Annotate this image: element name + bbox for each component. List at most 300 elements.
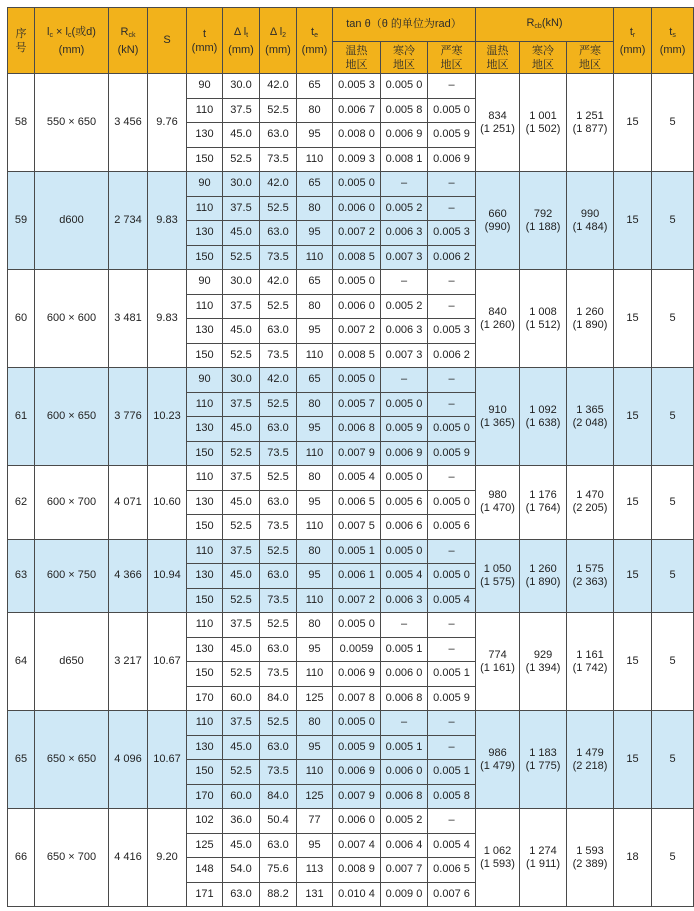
cell-ts: 5 — [652, 368, 694, 466]
cell-tan-warm: 0.005 0 — [333, 368, 381, 393]
cell-tan-cold: 0.005 9 — [381, 417, 428, 442]
cell-dl1: 30.0 — [223, 368, 260, 393]
cell-rcb-severe — [567, 809, 614, 907]
cell-tan-warm: 0.007 8 — [333, 686, 381, 711]
rcb-value-alt: (1 638) — [525, 416, 561, 429]
cell-dl2: 42.0 — [260, 172, 297, 197]
cell-t: 150 — [187, 441, 223, 466]
cell-t: 110 — [187, 392, 223, 417]
cell-t: 90 — [187, 270, 223, 295]
rcb-value-alt: (1 394) — [525, 661, 561, 674]
cell-dl2: 73.5 — [260, 515, 297, 540]
header-rck: $R_{ck}$ (kN) — [109, 8, 148, 74]
rcb-value: 1 479 — [576, 746, 604, 759]
cell-tan-cold: 0.006 6 — [381, 515, 428, 540]
cell-te: 77 — [297, 809, 333, 834]
cell-te: 80 — [297, 539, 333, 564]
cell-tan-severe: – — [428, 637, 476, 662]
bearing-spec-table — [7, 7, 694, 907]
cell-te: 80 — [297, 98, 333, 123]
cell-dl2: 63.0 — [260, 417, 297, 442]
cell-tan-warm: 0.008 5 — [333, 343, 381, 368]
cell-rcb-severe — [567, 74, 614, 172]
table-row — [8, 539, 694, 564]
cell-te: 65 — [297, 368, 333, 393]
cell-tan-warm: 0.005 1 — [333, 539, 381, 564]
rcb-value-alt: (990) — [484, 220, 511, 233]
cell-te: 95 — [297, 221, 333, 246]
rcb-value: 1 050 — [483, 562, 512, 575]
cell-t: 150 — [187, 662, 223, 687]
cell-tan-warm: 0.006 0 — [333, 809, 381, 834]
table-row — [8, 711, 694, 736]
rcb-value-alt: (1 575) — [480, 575, 515, 588]
rcb-value: 660 — [488, 207, 507, 220]
cell-no: 61 — [8, 368, 35, 466]
cell-tan-cold: 0.009 0 — [381, 882, 428, 907]
header-t: t (mm) — [187, 8, 223, 74]
cell-te: 65 — [297, 270, 333, 295]
cell-s: 10.23 — [148, 368, 187, 466]
cell-te: 65 — [297, 172, 333, 197]
cell-dl1: 37.5 — [223, 466, 260, 491]
cell-size: 600 × 700 — [35, 466, 109, 540]
cell-ts: 5 — [652, 172, 694, 270]
header-tan-cold: 寒冷 地区 — [381, 42, 428, 74]
cell-te: 95 — [297, 490, 333, 515]
cell-s: 10.67 — [148, 613, 187, 711]
cell-t: 90 — [187, 74, 223, 99]
cell-tr: 15 — [614, 466, 652, 540]
cell-dl1: 52.5 — [223, 147, 260, 172]
cell-rcb-severe — [567, 368, 614, 466]
rcb-value: 774 — [488, 648, 507, 661]
cell-dl2: 84.0 — [260, 784, 297, 809]
cell-dl1: 45.0 — [223, 735, 260, 760]
rcb-value-alt: (1 251) — [480, 122, 515, 135]
cell-ts: 5 — [652, 711, 694, 809]
cell-tan-warm: 0.007 2 — [333, 221, 381, 246]
cell-tan-cold: – — [381, 172, 428, 197]
cell-dl2: 84.0 — [260, 686, 297, 711]
table-row — [8, 809, 694, 834]
cell-te: 95 — [297, 123, 333, 148]
cell-tr: 15 — [614, 368, 652, 466]
cell-tan-cold: – — [381, 368, 428, 393]
table-row — [8, 270, 694, 295]
cell-rcb-cold — [520, 466, 567, 540]
cell-t: 130 — [187, 490, 223, 515]
cell-te: 110 — [297, 588, 333, 613]
cell-tan-severe: 0.005 1 — [428, 662, 476, 687]
cell-dl2: 73.5 — [260, 441, 297, 466]
cell-tan-warm: 0.007 2 — [333, 588, 381, 613]
cell-rcb-cold — [520, 539, 567, 613]
cell-rcb-cold — [520, 172, 567, 270]
cell-tan-warm: 0.007 4 — [333, 833, 381, 858]
cell-te: 95 — [297, 564, 333, 589]
rcb-value: 792 — [533, 207, 553, 220]
cell-rck: 4 366 — [109, 539, 148, 613]
header-rcb-severe: 严寒 地区 — [567, 42, 614, 74]
cell-tan-cold: 0.006 9 — [381, 441, 428, 466]
cell-dl2: 73.5 — [260, 147, 297, 172]
cell-tan-warm: 0.006 0 — [333, 294, 381, 319]
cell-dl2: 73.5 — [260, 245, 297, 270]
cell-tan-warm: 0.006 7 — [333, 98, 381, 123]
cell-dl2: 75.6 — [260, 858, 297, 883]
rcb-value-alt: (1 877) — [572, 122, 608, 135]
cell-no: 58 — [8, 74, 35, 172]
cell-t: 150 — [187, 760, 223, 785]
cell-tan-cold: 0.007 3 — [381, 343, 428, 368]
cell-t: 150 — [187, 515, 223, 540]
cell-t: 90 — [187, 368, 223, 393]
header-dl1: Δ $l_t$ (mm) — [223, 8, 260, 74]
cell-size: d650 — [35, 613, 109, 711]
cell-rcb-severe — [567, 613, 614, 711]
cell-no: 65 — [8, 711, 35, 809]
cell-rcb-warm — [476, 270, 520, 368]
cell-rcb-severe — [567, 270, 614, 368]
cell-tan-severe: 0.005 0 — [428, 417, 476, 442]
rcb-value: 1 008 — [529, 305, 557, 318]
cell-dl1: 60.0 — [223, 784, 260, 809]
cell-te: 80 — [297, 196, 333, 221]
cell-dl2: 73.5 — [260, 343, 297, 368]
rcb-value-alt: (1 470) — [480, 502, 515, 515]
rcb-value: 834 — [488, 109, 507, 122]
cell-te: 110 — [297, 245, 333, 270]
cell-tan-severe: – — [428, 809, 476, 834]
cell-te: 95 — [297, 417, 333, 442]
cell-tan-warm: 0.0059 — [333, 637, 381, 662]
cell-tan-cold: – — [381, 711, 428, 736]
cell-tan-cold: 0.008 1 — [381, 147, 428, 172]
header-tan-severe: 严寒 地区 — [428, 42, 476, 74]
cell-dl1: 52.5 — [223, 662, 260, 687]
rcb-value: 1 062 — [483, 844, 512, 857]
cell-tr: 15 — [614, 539, 652, 613]
cell-dl2: 52.5 — [260, 466, 297, 491]
table-row — [8, 172, 694, 197]
cell-s: 10.60 — [148, 466, 187, 540]
cell-dl1: 36.0 — [223, 809, 260, 834]
cell-tan-cold: 0.006 8 — [381, 784, 428, 809]
cell-no: 62 — [8, 466, 35, 540]
cell-te: 110 — [297, 441, 333, 466]
cell-dl2: 63.0 — [260, 833, 297, 858]
cell-dl1: 30.0 — [223, 270, 260, 295]
cell-dl1: 37.5 — [223, 539, 260, 564]
cell-tan-severe: 0.005 3 — [428, 319, 476, 344]
cell-tan-severe: 0.005 9 — [428, 441, 476, 466]
cell-no: 66 — [8, 809, 35, 907]
cell-tan-severe: 0.005 6 — [428, 515, 476, 540]
cell-tan-cold: 0.005 2 — [381, 196, 428, 221]
cell-te: 95 — [297, 735, 333, 760]
cell-te: 110 — [297, 515, 333, 540]
cell-te: 95 — [297, 319, 333, 344]
header-tan-theta: tan θ（θ 的单位为rad） — [333, 8, 476, 42]
cell-te: 65 — [297, 74, 333, 99]
rcb-value-alt: (2 363) — [572, 575, 608, 588]
cell-tan-cold: – — [381, 613, 428, 638]
cell-tan-cold: 0.006 3 — [381, 221, 428, 246]
cell-rcb-warm — [476, 539, 520, 613]
table-header — [8, 8, 694, 74]
cell-tan-severe: 0.005 0 — [428, 490, 476, 515]
cell-ts: 5 — [652, 809, 694, 907]
cell-t: 130 — [187, 417, 223, 442]
rcb-value: 1 161 — [576, 648, 604, 661]
rcb-value: 1 470 — [576, 489, 604, 502]
cell-t: 125 — [187, 833, 223, 858]
cell-tan-warm: 0.007 2 — [333, 319, 381, 344]
cell-dl2: 88.2 — [260, 882, 297, 907]
cell-tan-cold: 0.006 3 — [381, 319, 428, 344]
cell-tr: 15 — [614, 172, 652, 270]
cell-tan-severe: 0.006 9 — [428, 147, 476, 172]
cell-size: 600 × 650 — [35, 368, 109, 466]
cell-no: 64 — [8, 613, 35, 711]
header-rcb: $R_{cb}(kN)$ — [476, 8, 614, 42]
cell-s: 9.76 — [148, 74, 187, 172]
cell-t: 102 — [187, 809, 223, 834]
cell-tan-cold: 0.005 1 — [381, 637, 428, 662]
cell-tan-cold: 0.006 3 — [381, 588, 428, 613]
cell-tan-warm: 0.006 9 — [333, 760, 381, 785]
cell-te: 80 — [297, 711, 333, 736]
cell-tan-severe: – — [428, 392, 476, 417]
rcb-value: 980 — [488, 489, 507, 502]
cell-dl2: 73.5 — [260, 760, 297, 785]
cell-tan-severe: 0.007 6 — [428, 882, 476, 907]
cell-tan-severe: – — [428, 172, 476, 197]
cell-dl1: 30.0 — [223, 172, 260, 197]
cell-dl2: 63.0 — [260, 637, 297, 662]
cell-dl1: 52.5 — [223, 343, 260, 368]
cell-tan-warm: 0.005 3 — [333, 74, 381, 99]
cell-tan-cold: 0.006 8 — [381, 686, 428, 711]
cell-tan-severe: 0.005 0 — [428, 564, 476, 589]
cell-tan-warm: 0.006 8 — [333, 417, 381, 442]
cell-tan-cold: 0.005 4 — [381, 564, 428, 589]
table-row — [8, 466, 694, 491]
cell-dl2: 52.5 — [260, 392, 297, 417]
cell-rck: 4 416 — [109, 809, 148, 907]
rcb-value: 986 — [488, 746, 507, 759]
cell-tan-warm: 0.008 9 — [333, 858, 381, 883]
cell-dl1: 45.0 — [223, 417, 260, 442]
cell-tan-severe: 0.005 8 — [428, 784, 476, 809]
rcb-value-alt: (2 218) — [572, 759, 608, 772]
cell-dl1: 37.5 — [223, 613, 260, 638]
cell-size: 650 × 700 — [35, 809, 109, 907]
cell-tan-warm: 0.009 3 — [333, 147, 381, 172]
cell-dl1: 37.5 — [223, 196, 260, 221]
cell-tan-cold: 0.006 4 — [381, 833, 428, 858]
cell-size: 600 × 750 — [35, 539, 109, 613]
cell-dl1: 45.0 — [223, 833, 260, 858]
cell-dl2: 52.5 — [260, 98, 297, 123]
rcb-value-alt: (1 365) — [480, 416, 515, 429]
cell-dl1: 30.0 — [223, 74, 260, 99]
rcb-value-alt: (1 911) — [525, 857, 561, 870]
cell-tan-cold: 0.005 0 — [381, 74, 428, 99]
cell-t: 150 — [187, 343, 223, 368]
cell-ts: 5 — [652, 539, 694, 613]
cell-ts: 5 — [652, 613, 694, 711]
cell-tan-severe: 0.005 3 — [428, 221, 476, 246]
rcb-value: 1 176 — [529, 489, 557, 502]
cell-tan-cold: 0.005 6 — [381, 490, 428, 515]
cell-rck: 2 734 — [109, 172, 148, 270]
cell-s: 9.83 — [148, 172, 187, 270]
rcb-value-alt: (2 389) — [572, 857, 608, 870]
cell-size: 550 × 650 — [35, 74, 109, 172]
cell-size: d600 — [35, 172, 109, 270]
cell-t: 110 — [187, 196, 223, 221]
cell-rcb-warm — [476, 368, 520, 466]
cell-te: 95 — [297, 833, 333, 858]
header-tr: $t_r$ (mm) — [614, 8, 652, 74]
cell-dl2: 42.0 — [260, 74, 297, 99]
header-rcb-warm: 温热 地区 — [476, 42, 520, 74]
rcb-value-alt: (1 484) — [572, 220, 608, 233]
cell-dl1: 37.5 — [223, 392, 260, 417]
cell-dl2: 52.5 — [260, 196, 297, 221]
cell-dl1: 37.5 — [223, 711, 260, 736]
cell-tan-severe: 0.005 4 — [428, 833, 476, 858]
cell-tan-severe: 0.005 4 — [428, 588, 476, 613]
cell-no: 63 — [8, 539, 35, 613]
rcb-value: 1 092 — [529, 403, 557, 416]
rcb-value-alt: (1 161) — [480, 661, 515, 674]
cell-tan-severe: – — [428, 711, 476, 736]
cell-rck: 3 217 — [109, 613, 148, 711]
table-body — [8, 74, 694, 907]
rcb-value: 1 183 — [529, 746, 557, 759]
cell-tan-warm: 0.006 5 — [333, 490, 381, 515]
cell-rcb-cold — [520, 270, 567, 368]
cell-tan-severe: – — [428, 466, 476, 491]
cell-dl2: 73.5 — [260, 588, 297, 613]
cell-dl2: 52.5 — [260, 539, 297, 564]
cell-t: 130 — [187, 221, 223, 246]
rcb-value: 990 — [580, 207, 600, 220]
cell-te: 80 — [297, 466, 333, 491]
rcb-value-alt: (1 512) — [525, 318, 561, 331]
cell-dl2: 73.5 — [260, 662, 297, 687]
cell-rcb-warm — [476, 466, 520, 540]
cell-rcb-cold — [520, 711, 567, 809]
rcb-value-alt: (1 764) — [525, 502, 561, 515]
cell-tan-severe: – — [428, 735, 476, 760]
cell-tan-cold: 0.006 0 — [381, 760, 428, 785]
header-dl2: Δ $l_2$ (mm) — [260, 8, 297, 74]
cell-rck: 4 071 — [109, 466, 148, 540]
cell-tan-severe: – — [428, 368, 476, 393]
cell-tr: 15 — [614, 270, 652, 368]
cell-te: 110 — [297, 662, 333, 687]
header-size: $l_c \times l_c$(或d) (mm) — [35, 8, 109, 74]
cell-no: 60 — [8, 270, 35, 368]
cell-te: 131 — [297, 882, 333, 907]
cell-dl1: 52.5 — [223, 441, 260, 466]
cell-tan-cold: 0.005 8 — [381, 98, 428, 123]
cell-dl2: 52.5 — [260, 613, 297, 638]
cell-ts: 5 — [652, 466, 694, 540]
cell-tr: 15 — [614, 613, 652, 711]
cell-dl2: 63.0 — [260, 735, 297, 760]
cell-dl2: 52.5 — [260, 711, 297, 736]
cell-dl2: 50.4 — [260, 809, 297, 834]
cell-s: 9.83 — [148, 270, 187, 368]
cell-t: 170 — [187, 686, 223, 711]
rcb-value: 1 001 — [529, 109, 557, 122]
header-tan-warm: 温热 地区 — [333, 42, 381, 74]
rcb-value: 1 274 — [529, 844, 557, 857]
table-row — [8, 368, 694, 393]
cell-rck: 3 776 — [109, 368, 148, 466]
cell-te: 80 — [297, 294, 333, 319]
header-te: $t_e$ (mm) — [297, 8, 333, 74]
cell-rcb-severe — [567, 172, 614, 270]
cell-tan-warm: 0.005 0 — [333, 270, 381, 295]
rcb-value-alt: (1 260) — [480, 318, 515, 331]
cell-t: 130 — [187, 564, 223, 589]
cell-dl1: 63.0 — [223, 882, 260, 907]
cell-tan-severe: – — [428, 270, 476, 295]
cell-s: 9.20 — [148, 809, 187, 907]
cell-tan-severe: – — [428, 294, 476, 319]
cell-t: 130 — [187, 637, 223, 662]
cell-dl2: 63.0 — [260, 319, 297, 344]
cell-tan-cold: 0.005 0 — [381, 392, 428, 417]
cell-tan-severe: 0.006 2 — [428, 343, 476, 368]
cell-tan-warm: 0.007 9 — [333, 441, 381, 466]
cell-tan-warm: 0.007 5 — [333, 515, 381, 540]
cell-rcb-warm — [476, 613, 520, 711]
rcb-value: 840 — [488, 305, 507, 318]
cell-tan-severe: 0.005 9 — [428, 686, 476, 711]
cell-t: 110 — [187, 466, 223, 491]
cell-te: 110 — [297, 760, 333, 785]
cell-tan-warm: 0.006 9 — [333, 662, 381, 687]
cell-tan-severe: 0.006 2 — [428, 245, 476, 270]
rcb-value-alt: (2 048) — [572, 416, 608, 429]
cell-dl1: 45.0 — [223, 123, 260, 148]
cell-dl1: 45.0 — [223, 564, 260, 589]
cell-dl1: 52.5 — [223, 588, 260, 613]
cell-tr: 15 — [614, 74, 652, 172]
cell-rcb-warm — [476, 172, 520, 270]
cell-t: 130 — [187, 735, 223, 760]
header-s: S — [148, 8, 187, 74]
cell-tan-warm: 0.005 4 — [333, 466, 381, 491]
cell-rcb-cold — [520, 809, 567, 907]
rcb-value: 1 593 — [576, 844, 604, 857]
cell-dl1: 54.0 — [223, 858, 260, 883]
cell-tan-warm: 0.005 0 — [333, 711, 381, 736]
table-row — [8, 613, 694, 638]
cell-t: 150 — [187, 147, 223, 172]
cell-rcb-warm — [476, 809, 520, 907]
cell-t: 90 — [187, 172, 223, 197]
rcb-value-alt: (1 775) — [525, 759, 561, 772]
cell-dl1: 52.5 — [223, 760, 260, 785]
